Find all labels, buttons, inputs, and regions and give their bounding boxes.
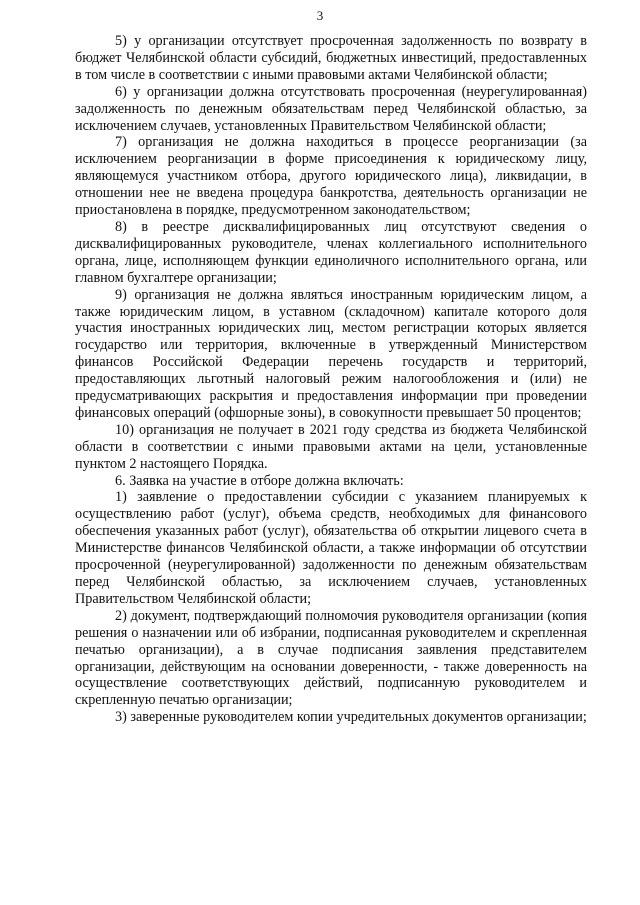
application-item-3: 3) заверенные руководителем копии учредительных документов организации; bbox=[115, 709, 587, 726]
paragraph-item-10: 10) организация не получает в 2021 году средства из бюджета Челябинской области в соответствии с иными правовыми актами на цели, установленные пунктом 2 настоящего Порядка. bbox=[75, 421, 587, 472]
section-6-heading: 6. Заявка на участие в отборе должна включать: bbox=[115, 472, 404, 489]
paragraph-item-8: 8) в реестре дисквалифицированных лиц отсутствуют сведения о дисквалифицированных руководителе, членах коллегиального исполнительного органа, лице, исполняющем функции единоличного исполнительного органа, или главном бухгалтере организации; bbox=[75, 218, 587, 286]
paragraph-item-5: 5) у организации отсутствует просроченная задолженность по возврату в бюджет Челябинской области субсидий, бюджетных инвестиций, предоставленных в том числе в соответствии с иными правовыми актами Челябинской области; bbox=[75, 33, 587, 83]
paragraph-item-9: 9) организация не должна являться иностранным юридическим лицом, а также юридическим лицом, в уставном (складочном) капитале которого доля участия иностранных юридических лиц, местом регистрации которых является государство или территория, включенные в утвержденный Министерством финансов Российской Федерации перечень государств и территорий, предоставляющих льготный налоговый режим налогообложения и (или) не предусматривающих раскрытия и предоставления информации при проведении финансовых операций (офшорные зоны), в совокупности превышает 50 процентов; bbox=[75, 286, 587, 421]
application-item-2: 2) документ, подтверждающий полномочия руководителя организации (копия решения о назначении или об избрании, подписанная руководителем и скрепленная печатью организации), а в случае подписания заявления представителем организации, действующим на основании доверенности, - также доверенность на осуществление соответствующих действий, подписанную руководителем и скрепленную печатью организации; bbox=[75, 607, 587, 709]
page-number: 3 bbox=[316, 8, 324, 23]
paragraph-item-7: 7) организация не должна находиться в процессе реорганизации (за исключением реорганизации в форме присоединения к юридическому лицу, являющемуся участником отбора, другого юридического лица), ликвидации, в отношении нее не введена процедура банкротства, деятельность организации не приостановлена в порядке, предусмотренном законодательством; bbox=[75, 134, 587, 219]
paragraph-item-6: 6) у организации должна отсутствовать просроченная (неурегулированная) задолженность по денежным обязательствам перед Челябинской областью, за исключением случаев, установленных Правительством Челябинской области; bbox=[75, 83, 587, 134]
application-item-1: 1) заявление о предоставлении субсидии с указанием планируемых к осуществлению работ (услуг), объема средств, необходимых для финансового обеспечения указанных работ (услуг), обязательства об открытии лицевого счета в Министерстве финансов Челябинской области, а также информации об отсутствии просроченной (неурегулированной) задолженности по денежным обязательствам перед Челябинской областью, за исключением случаев, установленных Правительством Челябинской области; bbox=[75, 489, 587, 607]
document-body bbox=[75, 33, 587, 726]
